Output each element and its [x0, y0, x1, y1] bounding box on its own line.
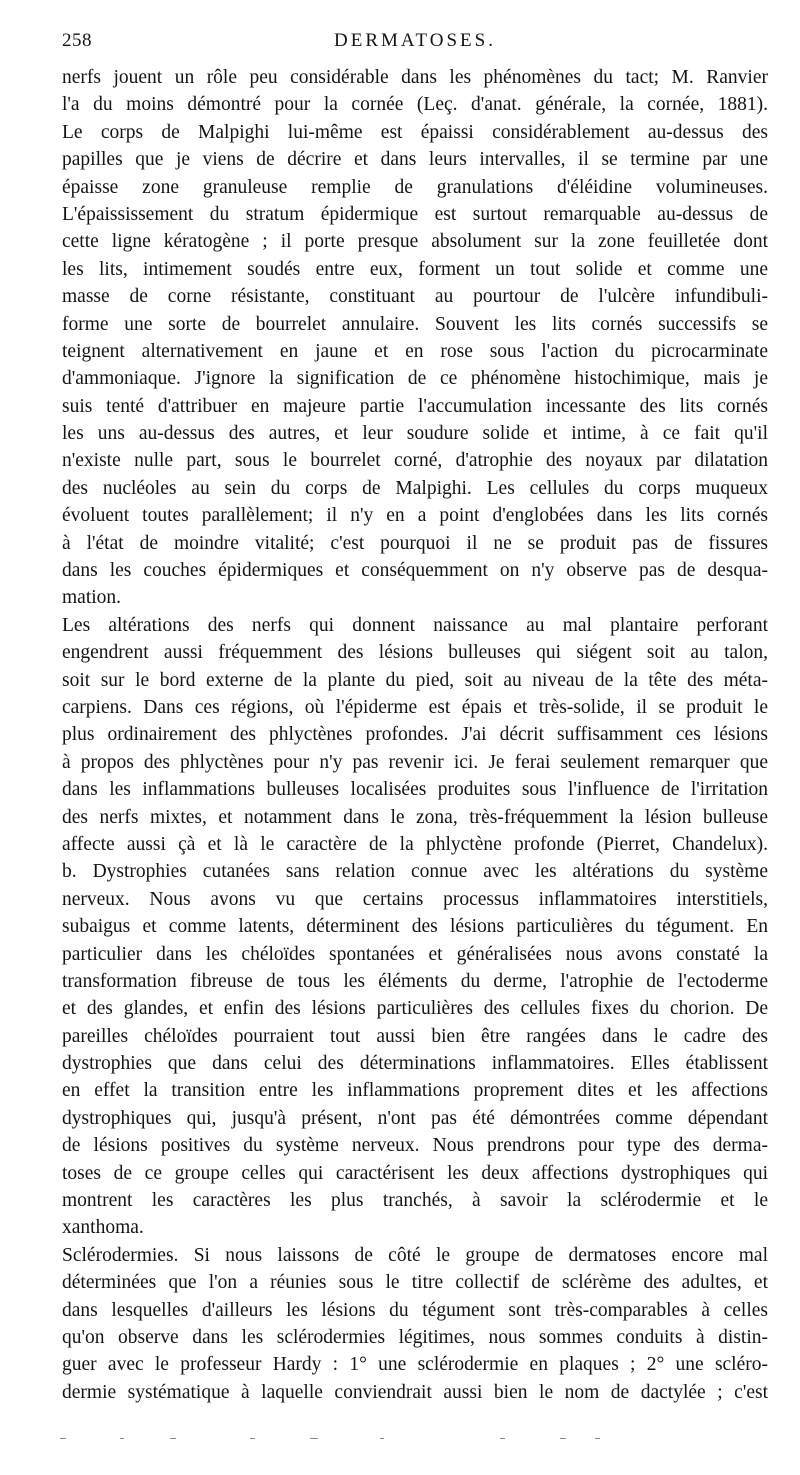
text-line: à l'état de moindre vitalité; c'est pourquoi il ne se produit pas de fissures: [62, 532, 768, 554]
scan-speck: [60, 1438, 66, 1439]
text-line: forme une sorte de bourrelet annulaire. Souvent les lits cornés successifs se: [62, 313, 768, 335]
scan-speck: [170, 1438, 176, 1439]
scan-speck: [500, 1438, 505, 1439]
text-line: pareilles chéloïdes pourraient tout aussi bien être rangées dans le cadre des: [62, 1025, 768, 1047]
text-line: d'ammoniaque. J'ignore la signification de ce phénomène histochimique, mais je: [62, 368, 768, 390]
text-line: des nucléoles au sein du corps de Malpighi. Les cellules du corps muqueux: [62, 477, 768, 499]
text-line: particulier dans les chéloïdes spontanées et généralisées nous avons constaté la: [62, 943, 768, 965]
text-line: Les altérations des nerfs qui donnent naissance au mal plantaire perforant: [62, 614, 768, 636]
text-line: de lésions positives du système nerveux. Nous prendrons pour type des derma-: [62, 1135, 768, 1157]
text-line: dermie systématique à laquelle conviendrait aussi bien le nom de dactylée ; c'est: [62, 1381, 768, 1403]
scan-specks: [60, 1434, 740, 1442]
text-line: déterminées que l'on a réunies sous le titre collectif de sclérème des adultes, et: [62, 1272, 768, 1294]
text-line: dans lesquelles d'ailleurs les lésions du tégument sont très-comparables à celles: [62, 1299, 768, 1321]
scan-speck: [310, 1438, 318, 1439]
text-line: xanthoma.: [62, 1217, 144, 1239]
text-line: papilles que je viens de décrire et dans leurs intervalles, il se termine par une: [62, 149, 768, 171]
page-header: [62, 30, 768, 60]
text-line: Le corps de Malpighi lui-même est épaissi considérablement au-dessus des: [62, 121, 768, 143]
text-line: n'existe nulle part, sous le bourrelet corné, d'atrophie des noyaux par dilatation: [62, 450, 768, 472]
page-number: 258: [62, 30, 92, 51]
text-line: affecte aussi çà et là le caractère de la phlyctène profonde (Pierret, Chandelux).: [62, 833, 768, 855]
body-text: [62, 64, 768, 1406]
text-line: masse de corne résistante, constituant au pourtour de l'ulcère infundibuli-: [62, 286, 768, 308]
text-line: et des glandes, et enfin des lésions particulières des cellules fixes du chorion. De: [62, 998, 768, 1020]
text-line: transformation fibreuse de tous les éléments du derme, l'atrophie de l'ectoderme: [62, 970, 768, 992]
text-line: les lits, intimement soudés entre eux, forment un tout solide et comme une: [62, 258, 768, 280]
text-line: évoluent toutes parallèlement; il n'y en a point d'englobées dans les lits cornés: [62, 505, 768, 527]
text-line: plus ordinairement des phlyctènes profondes. J'ai décrit suffisamment ces lésions: [62, 724, 768, 746]
text-line: L'épaississement du stratum épidermique est surtout remarquable au-dessus de: [62, 203, 768, 225]
text-line: à propos des phlyctènes pour n'y pas revenir ici. Je ferai seulement remarquer que: [62, 751, 768, 773]
text-line: teignent alternativement en jaune et en rose sous l'action du picrocarminate: [62, 340, 768, 362]
text-line: dystrophiques qui, jusqu'à présent, n'ont pas été démontrées comme dépendant: [62, 1107, 768, 1129]
text-line: subaigus et comme latents, déterminent des lésions particulières du tégument. En: [62, 916, 768, 938]
text-line: b. Dystrophies cutanées sans relation connue avec les altérations du système: [62, 861, 768, 883]
text-line: les uns au-dessus des autres, et leur soudure solide et intime, à ce fait qu'il: [62, 423, 768, 445]
scan-speck: [560, 1438, 566, 1439]
text-line: soit sur le bord externe de la plante du pied, soit au niveau de la tête des méta-: [62, 669, 768, 691]
text-line: l'a du moins démontré pour la cornée (Leç. d'anat. générale, la cornée, 1881).: [62, 94, 768, 116]
scan-speck: [595, 1438, 600, 1439]
text-line: épaisse zone granuleuse remplie de granulations d'éléidine volumineuses.: [62, 176, 768, 198]
text-line: mation.: [62, 587, 122, 609]
text-line: dystrophies que dans celui des déterminations inflammatoires. Elles établissent: [62, 1053, 768, 1075]
text-line: nerveux. Nous avons vu que certains processus inflammatoires interstitiels,: [62, 888, 768, 910]
text-line: en effet la transition entre les inflammations proprement dites et les affections: [62, 1080, 768, 1102]
running-title: DERMATOSES.: [334, 30, 496, 51]
text-line: suis tenté d'attribuer en majeure partie l'accumulation incessante des lits cornés: [62, 395, 768, 417]
scan-speck: [380, 1438, 384, 1439]
text-line: toses de ce groupe celles qui caractérisent les deux affections dystrophiques qui: [62, 1162, 768, 1184]
text-line: engendrent aussi fréquemment des lésions bulleuses qui siégent soit au talon,: [62, 642, 768, 664]
text-line: des nerfs mixtes, et notamment dans le zona, très-fréquemment la lésion bulleuse: [62, 806, 768, 828]
text-line: qu'on observe dans les sclérodermies légitimes, nous sommes conduits à distin-: [62, 1326, 768, 1348]
text-line: nerfs jouent un rôle peu considérable dans les phénomènes du tact; M. Ranvier: [62, 67, 768, 88]
scan-speck: [250, 1438, 255, 1439]
text-line: dans les couches épidermiques et conséquemment on n'y observe pas de desqua-: [62, 560, 768, 582]
scan-speck: [120, 1438, 124, 1439]
text-line: dans les inflammations bulleuses localisées produites sous l'influence de l'irritation: [62, 779, 768, 801]
text-line: guer avec le professeur Hardy : 1° une sclérodermie en plaques ; 2° une scléro-: [62, 1354, 768, 1376]
text-line: carpiens. Dans ces régions, où l'épiderme est épais et très-solide, il se produit le: [62, 696, 768, 718]
text-line: montrent les caractères les plus tranchés, à savoir la sclérodermie et le: [62, 1190, 768, 1212]
text-line: cette ligne kératogène ; il porte presque absolument sur la zone feuilletée dont: [62, 231, 768, 253]
text-line: Sclérodermies. Si nous laissons de côté le groupe de dermatoses encore mal: [62, 1244, 768, 1266]
